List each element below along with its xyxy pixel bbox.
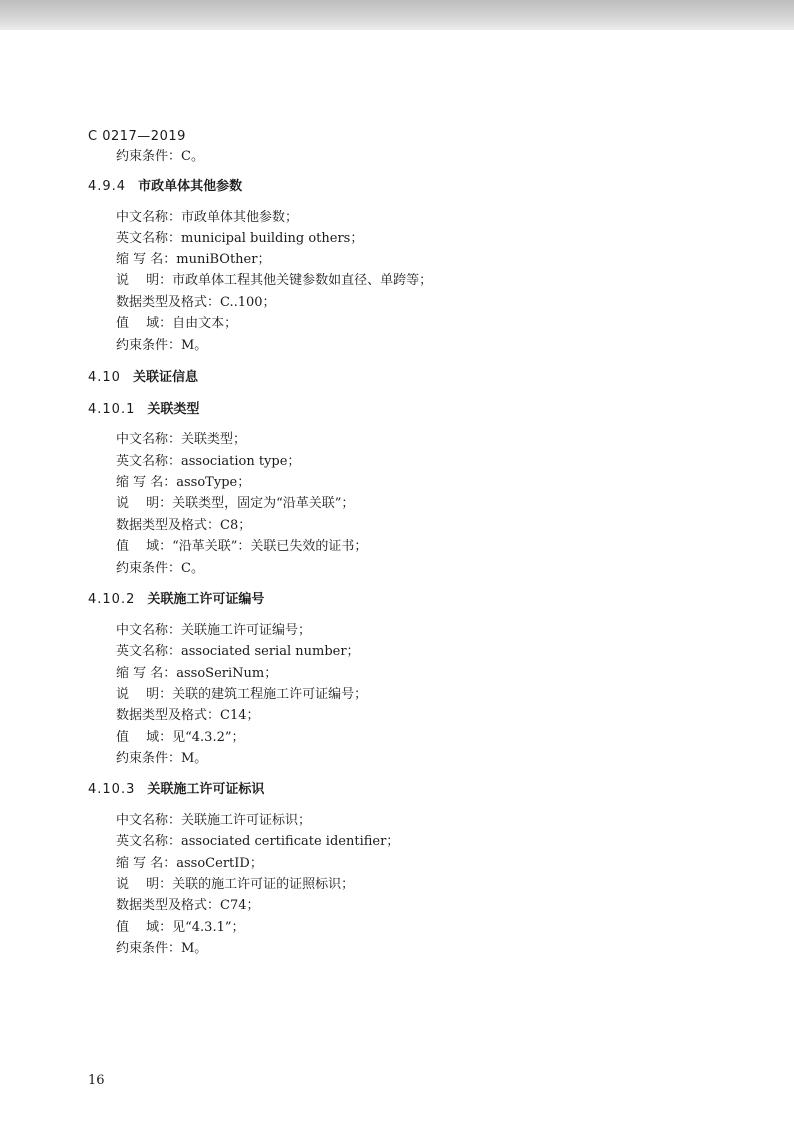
section-heading [88, 369, 198, 387]
field-line: 说 明：关联的施工许可证的证照标识； [116, 877, 355, 892]
section-number: 4.9.4 [88, 179, 127, 194]
field-line: 英文名称：associated serial number； [116, 644, 360, 659]
field-line: 英文名称：association type； [116, 454, 301, 469]
field-line: 值 域：自由文本； [116, 316, 238, 331]
field-line: 约束条件：M。 [116, 338, 208, 353]
field-line: 中文名称：市政单体其他参数； [116, 210, 299, 225]
section-heading [88, 401, 199, 419]
document-code: C 0217—2019 [88, 129, 186, 144]
field-line: 值 域：见“4.3.1”； [116, 920, 245, 935]
section-heading [88, 591, 264, 609]
field-line: 缩 写 名：assoSeriNum； [116, 666, 278, 681]
section-heading [88, 781, 264, 799]
field-line: 缩 写 名：muniBOther； [116, 252, 271, 267]
section-title: 市政单体其他参数 [138, 179, 243, 194]
field-line: 约束条件：M。 [116, 941, 208, 956]
field-line: 数据类型及格式：C74； [116, 898, 260, 913]
field-line: 数据类型及格式：C..100； [116, 295, 276, 310]
field-line: 数据类型及格式：C8； [116, 518, 252, 533]
section-title: 关联类型 [147, 402, 200, 417]
field-line: 中文名称：关联施工许可证编号； [116, 623, 312, 638]
field-line: 说 明：关联类型，固定为“沿革关联”； [116, 496, 355, 511]
field-line: 数据类型及格式：C14； [116, 708, 260, 723]
scan-top-shadow [0, 0, 794, 30]
section-number: 4.10 [88, 370, 121, 385]
page-number: 16 [88, 1073, 105, 1088]
field-line: 说 明：市政单体工程其他关键参数如直径、单跨等； [116, 273, 433, 288]
field-line: 说 明：关联的建筑工程施工许可证编号； [116, 687, 368, 702]
section-title: 关联证信息 [132, 370, 198, 385]
field-line: 约束条件：M。 [116, 751, 208, 766]
section-heading [88, 178, 242, 196]
field-line: 缩 写 名：assoType； [116, 475, 251, 490]
field-line: 英文名称：associated certificate identifier； [116, 834, 400, 849]
section-title: 关联施工许可证编号 [147, 592, 265, 607]
section-number: 4.10.2 [88, 592, 136, 607]
constraint-line: 约束条件：C。 [116, 149, 204, 164]
field-line: 值 域：“沿革关联”：关联已失效的证书； [116, 539, 368, 554]
field-line: 值 域：见“4.3.2”； [116, 730, 245, 745]
field-line: 缩 写 名：assoCertID； [116, 856, 263, 871]
section-number: 4.10.3 [88, 782, 136, 797]
section-title: 关联施工许可证标识 [147, 782, 265, 797]
field-line: 英文名称：municipal building others； [116, 231, 364, 246]
field-line: 中文名称：关联施工许可证标识； [116, 813, 312, 828]
section-number: 4.10.1 [88, 402, 136, 417]
field-line: 约束条件：C。 [116, 561, 204, 576]
field-line: 中文名称：关联类型； [116, 432, 247, 447]
